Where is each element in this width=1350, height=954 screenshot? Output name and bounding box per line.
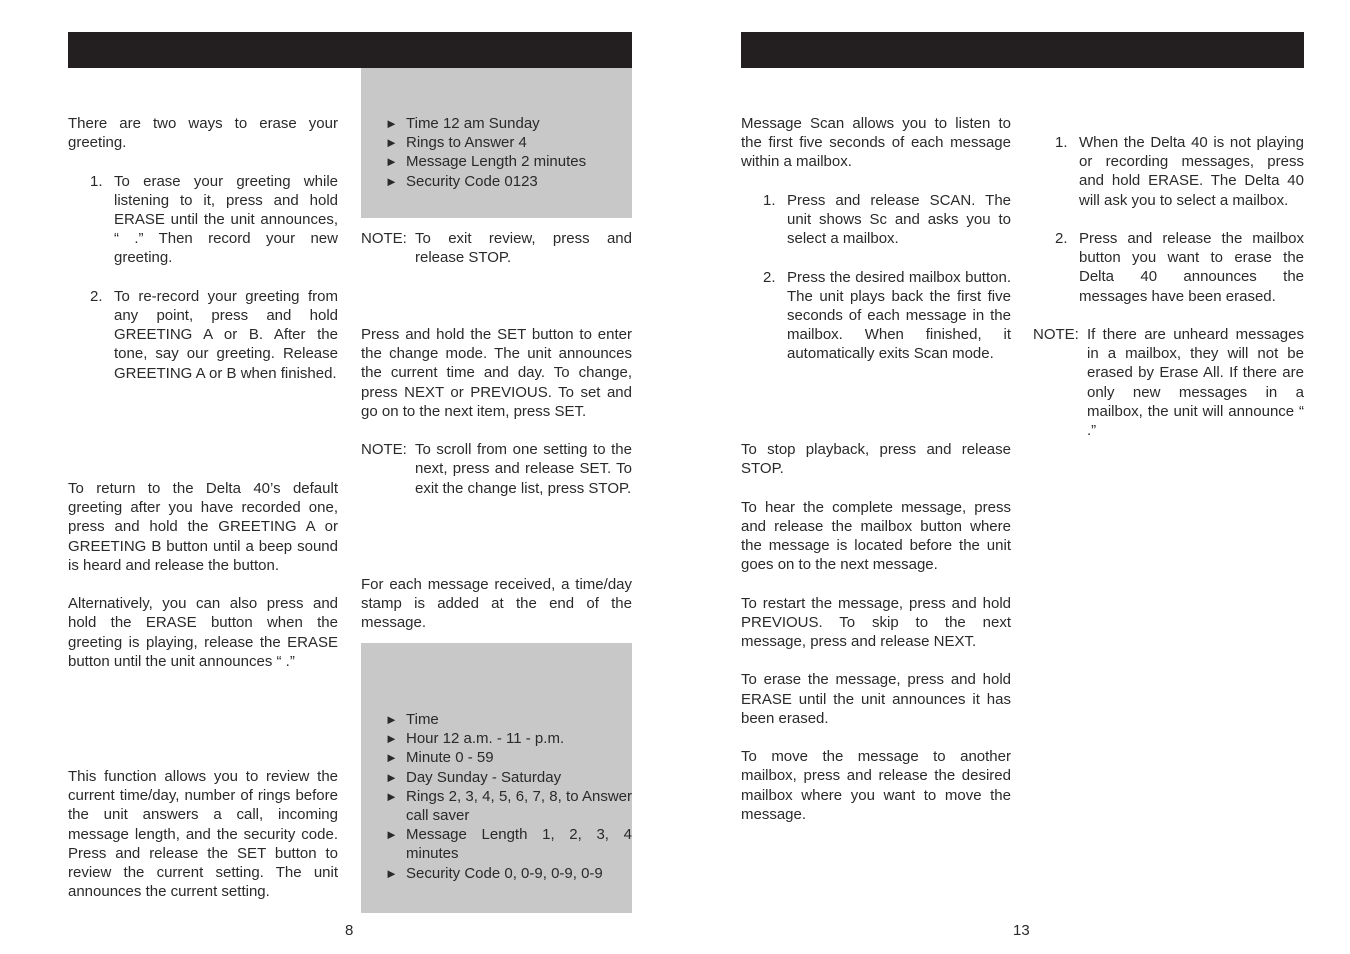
review-function-paragraph: This function allows you to review the current time/day, number of rings before the unit answers a call, incoming message length, and the security code. Press and release the SET button to review the current setting. The unit announces the current setting. (68, 768, 338, 901)
erase-message-paragraph: To erase the message, press and hold ERASE until the unit announces it has been erased. (741, 671, 1011, 727)
hear-complete-paragraph: To hear the complete message, press and release the mailbox button where the message is located before the unit goes on to the next message. (741, 498, 1011, 574)
alternative-paragraph: Alternatively, you can also press and hold the ERASE button when the greeting is playing, release the ERASE button until the unit announces “ .” (68, 595, 338, 670)
right-column-2 (1033, 133, 1304, 440)
list-item: ► Security Code 0123 (385, 172, 538, 190)
stop-playback-paragraph: To stop playback, press and release STOP. (741, 441, 1011, 478)
right-column-1-lower (741, 440, 1011, 824)
right-column-1 (741, 114, 1011, 364)
stamp-paragraph: For each message received, a time/day stamp is added at the end of the message. (361, 576, 632, 632)
restart-skip-paragraph: To restart the message, press and hold PREVIOUS. To skip to the next message, press and release NEXT. (741, 594, 1011, 650)
list-item: ► Rings 2, 3, 4, 5, 6, 7, 8, to Answer call saver (385, 787, 632, 825)
page-number: 13 (1013, 922, 1030, 939)
list-item: ► Message Length 1, 2, 3, 4 minutes (385, 826, 632, 863)
set-paragraph: Press and hold the SET button to enter the change mode. The unit announces the current time and day. To change, press NEXT or PREVIOUS. To set and go on to the next item, press SET. (361, 326, 632, 420)
erase-greeting-intro: There are two ways to erase your greeting. (68, 115, 338, 152)
set-note: NOTE: To scroll from one setting to the next, press and release SET. To exit the change list, press STOP. (361, 441, 632, 497)
erase-all-steps (1033, 133, 1304, 306)
move-message-paragraph: To move the message to another mailbox, press and release the desired mailbox where you want to move the message. (741, 748, 1011, 823)
default-greeting-paragraph: To return to the Delta 40’s default greeting after you have recorded one, press and hold the GREETING A or GREETING B button until a beep sound is heard and release the button. (68, 480, 338, 574)
list-item: ► Hour 12 a.m. - 11 - p.m. (385, 730, 565, 748)
list-item: 2. Press and release the mailbox button you want to erase the Delta 40 announces the messages have been erased. (1055, 230, 1304, 305)
list-item: 1. To erase your greeting while listening to it, press and hold ERASE until the unit announces, “ .” Then record your new greeting. (90, 172, 338, 267)
section-header-bar (741, 32, 1304, 68)
list-item: ► Time 12 am Sunday (385, 115, 540, 132)
scan-intro: Message Scan allows you to listen to the first five seconds of each message within a mailbox. (741, 115, 1011, 171)
list-item: 2. To re-record your greeting from any point, press and hold GREETING A or B. After the tone, say our greeting. Release GREETING A or B when finished. (90, 287, 338, 382)
list-item: 1. Press and release SCAN. The unit shows Sc and asks you to select a mailbox. (763, 191, 1011, 248)
list-item: 1. When the Delta 40 is not playing or recording messages, press and hold ERASE. The Delta 40 will ask you to select a mailbox. (1055, 134, 1304, 209)
list-item: 2. Press the desired mailbox button. The unit plays back the first five seconds of each message in the mailbox. When finished, it automatically exits Scan mode. (763, 268, 1011, 363)
list-item: ► Minute 0 - 59 (385, 749, 494, 767)
list-item: ► Message Length 2 minutes (385, 153, 587, 171)
list-item: ► Time (385, 711, 439, 728)
list-item: ► Day Sunday - Saturday (385, 768, 562, 786)
list-item: ► Rings to Answer 4 (385, 134, 527, 152)
list-item: ► Security Code 0, 0-9, 0-9, 0-9 (385, 864, 603, 882)
review-note: NOTE: To exit review, press and release STOP. (361, 230, 632, 267)
page-number: 8 (345, 922, 354, 939)
erase-all-note: NOTE: If there are unheard messages in a mailbox, they will not be erased by Erase All. If there are only new messages in a mailbox, the unit will announce “ .” (1033, 326, 1304, 440)
scan-steps (741, 191, 1011, 364)
